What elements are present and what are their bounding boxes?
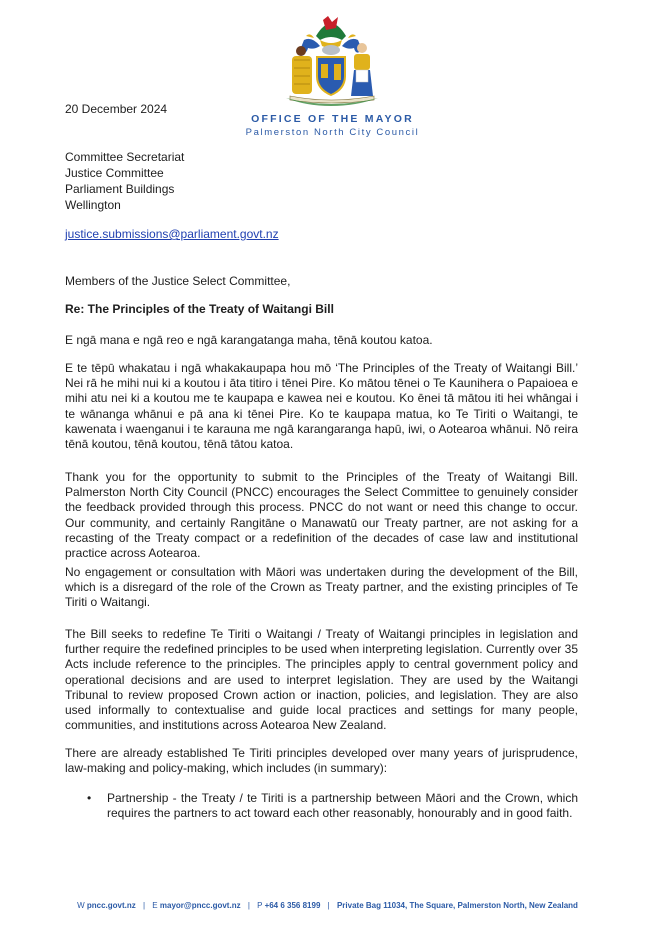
address-line: Wellington bbox=[65, 198, 121, 212]
recipient-address bbox=[65, 149, 184, 213]
address-line: Parliament Buildings bbox=[65, 182, 175, 196]
letter-date: 20 December 2024 bbox=[65, 102, 168, 116]
principles-list bbox=[65, 791, 578, 821]
body-paragraph: The Bill seeks to redefine Te Tiriti o Waitangi / Treaty of Waitangi principles in legislation and further require the redefined principles to be used when interpreting legislation. Currently over 35 Acts include reference to the principles. The principles apply to central government policy and operational decisions and are used to interpret legislation. They are used by the Waitangi Tribunal to review proposed Crown action or inaction, policies, and legislation. They are also used informally to contextualise and guide local practices and settings for many people, communities, and institutions across Aotearoa New Zealand. bbox=[65, 627, 578, 733]
postal-address: Private Bag 11034, The Square, Palmerston North, New Zealand bbox=[336, 901, 578, 910]
separator: | bbox=[327, 901, 330, 910]
web-label: W bbox=[77, 901, 85, 910]
body-paragraph: No engagement or consultation with Māori was undertaken during the development of the Bill, which is a disregard of the role of the Crown as Treaty partner, and the existing principles of Te Tiriti o Waitangi. bbox=[65, 565, 578, 610]
separator: | bbox=[247, 901, 250, 910]
letterhead-footer bbox=[0, 901, 645, 910]
council-name: Palmerston North City Council bbox=[245, 127, 420, 138]
coat-of-arms-icon bbox=[276, 6, 386, 106]
email-link[interactable]: mayor@pncc.govt.nz bbox=[159, 901, 241, 910]
address-line: Committee Secretariat bbox=[65, 150, 185, 164]
address-line: Justice Committee bbox=[65, 166, 164, 180]
bullet-icon: • bbox=[87, 791, 92, 805]
recipient-email-link[interactable]: justice.submissions@parliament.govt.nz bbox=[65, 227, 279, 241]
separator: | bbox=[142, 901, 146, 910]
web-link[interactable]: pncc.govt.nz bbox=[86, 901, 136, 910]
office-title: OFFICE OF THE MAYOR bbox=[251, 113, 414, 125]
list-item bbox=[65, 791, 578, 821]
list-item-text: Partnership - the Treaty / te Tiriti is a partnership between Māori and the Crown, which requires the partners to act toward each other reasonably, honourably and in good faith. bbox=[107, 791, 578, 821]
email-label: E bbox=[152, 901, 158, 910]
body-paragraph: Thank you for the opportunity to submit to the Principles of the Treaty of Waitangi Bill. Palmerston North City Council (PNCC) encourages the Select Committee to genuinely consider the feedback provided through this process. PNCC do not want or need this change to occur. Our community, and certainly Rangitāne o Manawatū our Treaty partner, are not asking for a recasting of the Treaty compact or a redefinition of the decades of case law and institutional practice across Aotearoa. bbox=[65, 470, 578, 561]
salutation: Members of the Justice Select Committee, bbox=[65, 274, 291, 288]
subject-line: Re: The Principles of the Treaty of Waitangi Bill bbox=[65, 302, 334, 316]
body-paragraph: There are already established Te Tiriti principles developed over many years of jurisprudence, law-making and policy-making, which includes (in summary): bbox=[65, 746, 578, 776]
maori-paragraph: E te tēpū whakatau i ngā whakakaupapa hou mō ‘The Principles of the Treaty of Waitangi Bill.’ Nei rā he mihi nui ki a koutou i āta titiro i tēnei Pire. Ko mātou tēnei o Te Kaunihera o Papaioea e mihi atu nei ki a koutou me te kaupapa e kawea nei e koutou. Ko ēnei tā mātou iti hei whāngai i te wānanga whānui e pā ana ki tēnei Pire. Ko te kaupapa matua, ko Te Tiriti o Waitangi, te kawenata i waenganui i te karauna me ngā karangaranga hapū, iwi, o Aotearoa whānui. Nō reira tēnā koutou, tēnā koutou, tēnā tātou katoa. bbox=[65, 361, 578, 452]
phone-number: +64 6 356 8199 bbox=[264, 901, 321, 910]
greeting-paragraph: E ngā mana e ngā reo e ngā karangatanga maha, tēnā koutou katoa. bbox=[65, 333, 433, 347]
phone-label: P bbox=[257, 901, 263, 910]
